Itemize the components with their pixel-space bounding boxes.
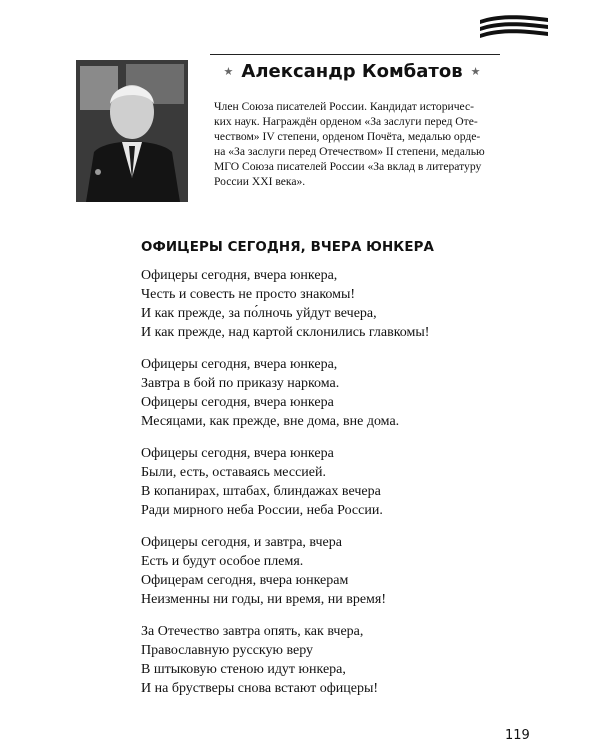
bio-line: МГО Союза писателей России «За вклад в литературу	[214, 160, 482, 173]
poem-line: Есть и будут особое племя.	[141, 554, 304, 569]
poem-line: Офицеры сегодня, вчера юнкера,	[141, 357, 338, 372]
page-number: 119	[505, 728, 530, 743]
poem-line: Офицеры сегодня, и завтра, вчера	[141, 535, 342, 550]
poem-line: В штыковую стеною идут юнкера,	[141, 662, 346, 677]
poem-line: Завтра в бой по приказу наркома.	[141, 376, 340, 391]
author-bio	[214, 99, 504, 189]
poem-stanza	[141, 622, 471, 698]
poem-stanza	[141, 355, 471, 431]
poem-stanza	[141, 533, 471, 609]
poem-line: Офицерам сегодня, вчера юнкерам	[141, 573, 349, 588]
poem-line: Были, есть, оставаясь мессией.	[141, 465, 326, 480]
poem-line: И как прежде, над картой склонились главкомы!	[141, 325, 430, 340]
poem-line: Месяцами, как прежде, вне дома, вне дома.	[141, 414, 400, 429]
poem-line: Православную русскую веру	[141, 643, 314, 658]
star-icon: ★	[470, 64, 481, 78]
poem-line: Офицеры сегодня, вчера юнкера,	[141, 268, 338, 283]
bio-line: чеством» IV степени, орденом Почёта, медалью орде-	[214, 130, 481, 143]
header-rule	[210, 54, 500, 55]
poem-body	[141, 266, 471, 711]
poem-title: ОФИЦЕРЫ СЕГОДНЯ, ВЧЕРА ЮНКЕРА	[141, 240, 434, 255]
poem-line: Честь и совесть не просто знакомы!	[141, 287, 356, 302]
bio-line: на «За заслуги перед Отечеством» II степени, медалью	[214, 145, 485, 158]
poem-line: И на брустверы снова встают офицеры!	[141, 681, 379, 696]
star-icon: ★	[223, 64, 234, 78]
poem-line: Неизменны ни годы, ни время, ни время!	[141, 592, 386, 607]
poem-line: Ради мирного неба России, неба России.	[141, 503, 383, 518]
author-name: Александр Комбатов	[241, 60, 463, 82]
poem-line: За Отечество завтра опять, как вчера,	[141, 624, 364, 639]
poem-line: Офицеры сегодня, вчера юнкера	[141, 395, 334, 410]
poem-stanza	[141, 266, 471, 342]
author-name-heading	[212, 58, 492, 84]
poem-line: Офицеры сегодня, вчера юнкера	[141, 446, 334, 461]
poem-stanza	[141, 444, 471, 520]
author-photo	[76, 60, 188, 202]
poem-line: В копанирах, штабах, блиндажах вечера	[141, 484, 381, 499]
st-george-ribbon-icon	[478, 12, 550, 42]
bio-line: Член Союза писателей России. Кандидат историчес-	[214, 100, 474, 113]
bio-line: России XXI века».	[214, 175, 306, 188]
bio-line: ких наук. Награждён орденом «За заслуги перед Оте-	[214, 115, 478, 128]
poem-line: И как прежде, за по́лночь уйдут вечера,	[141, 306, 377, 321]
